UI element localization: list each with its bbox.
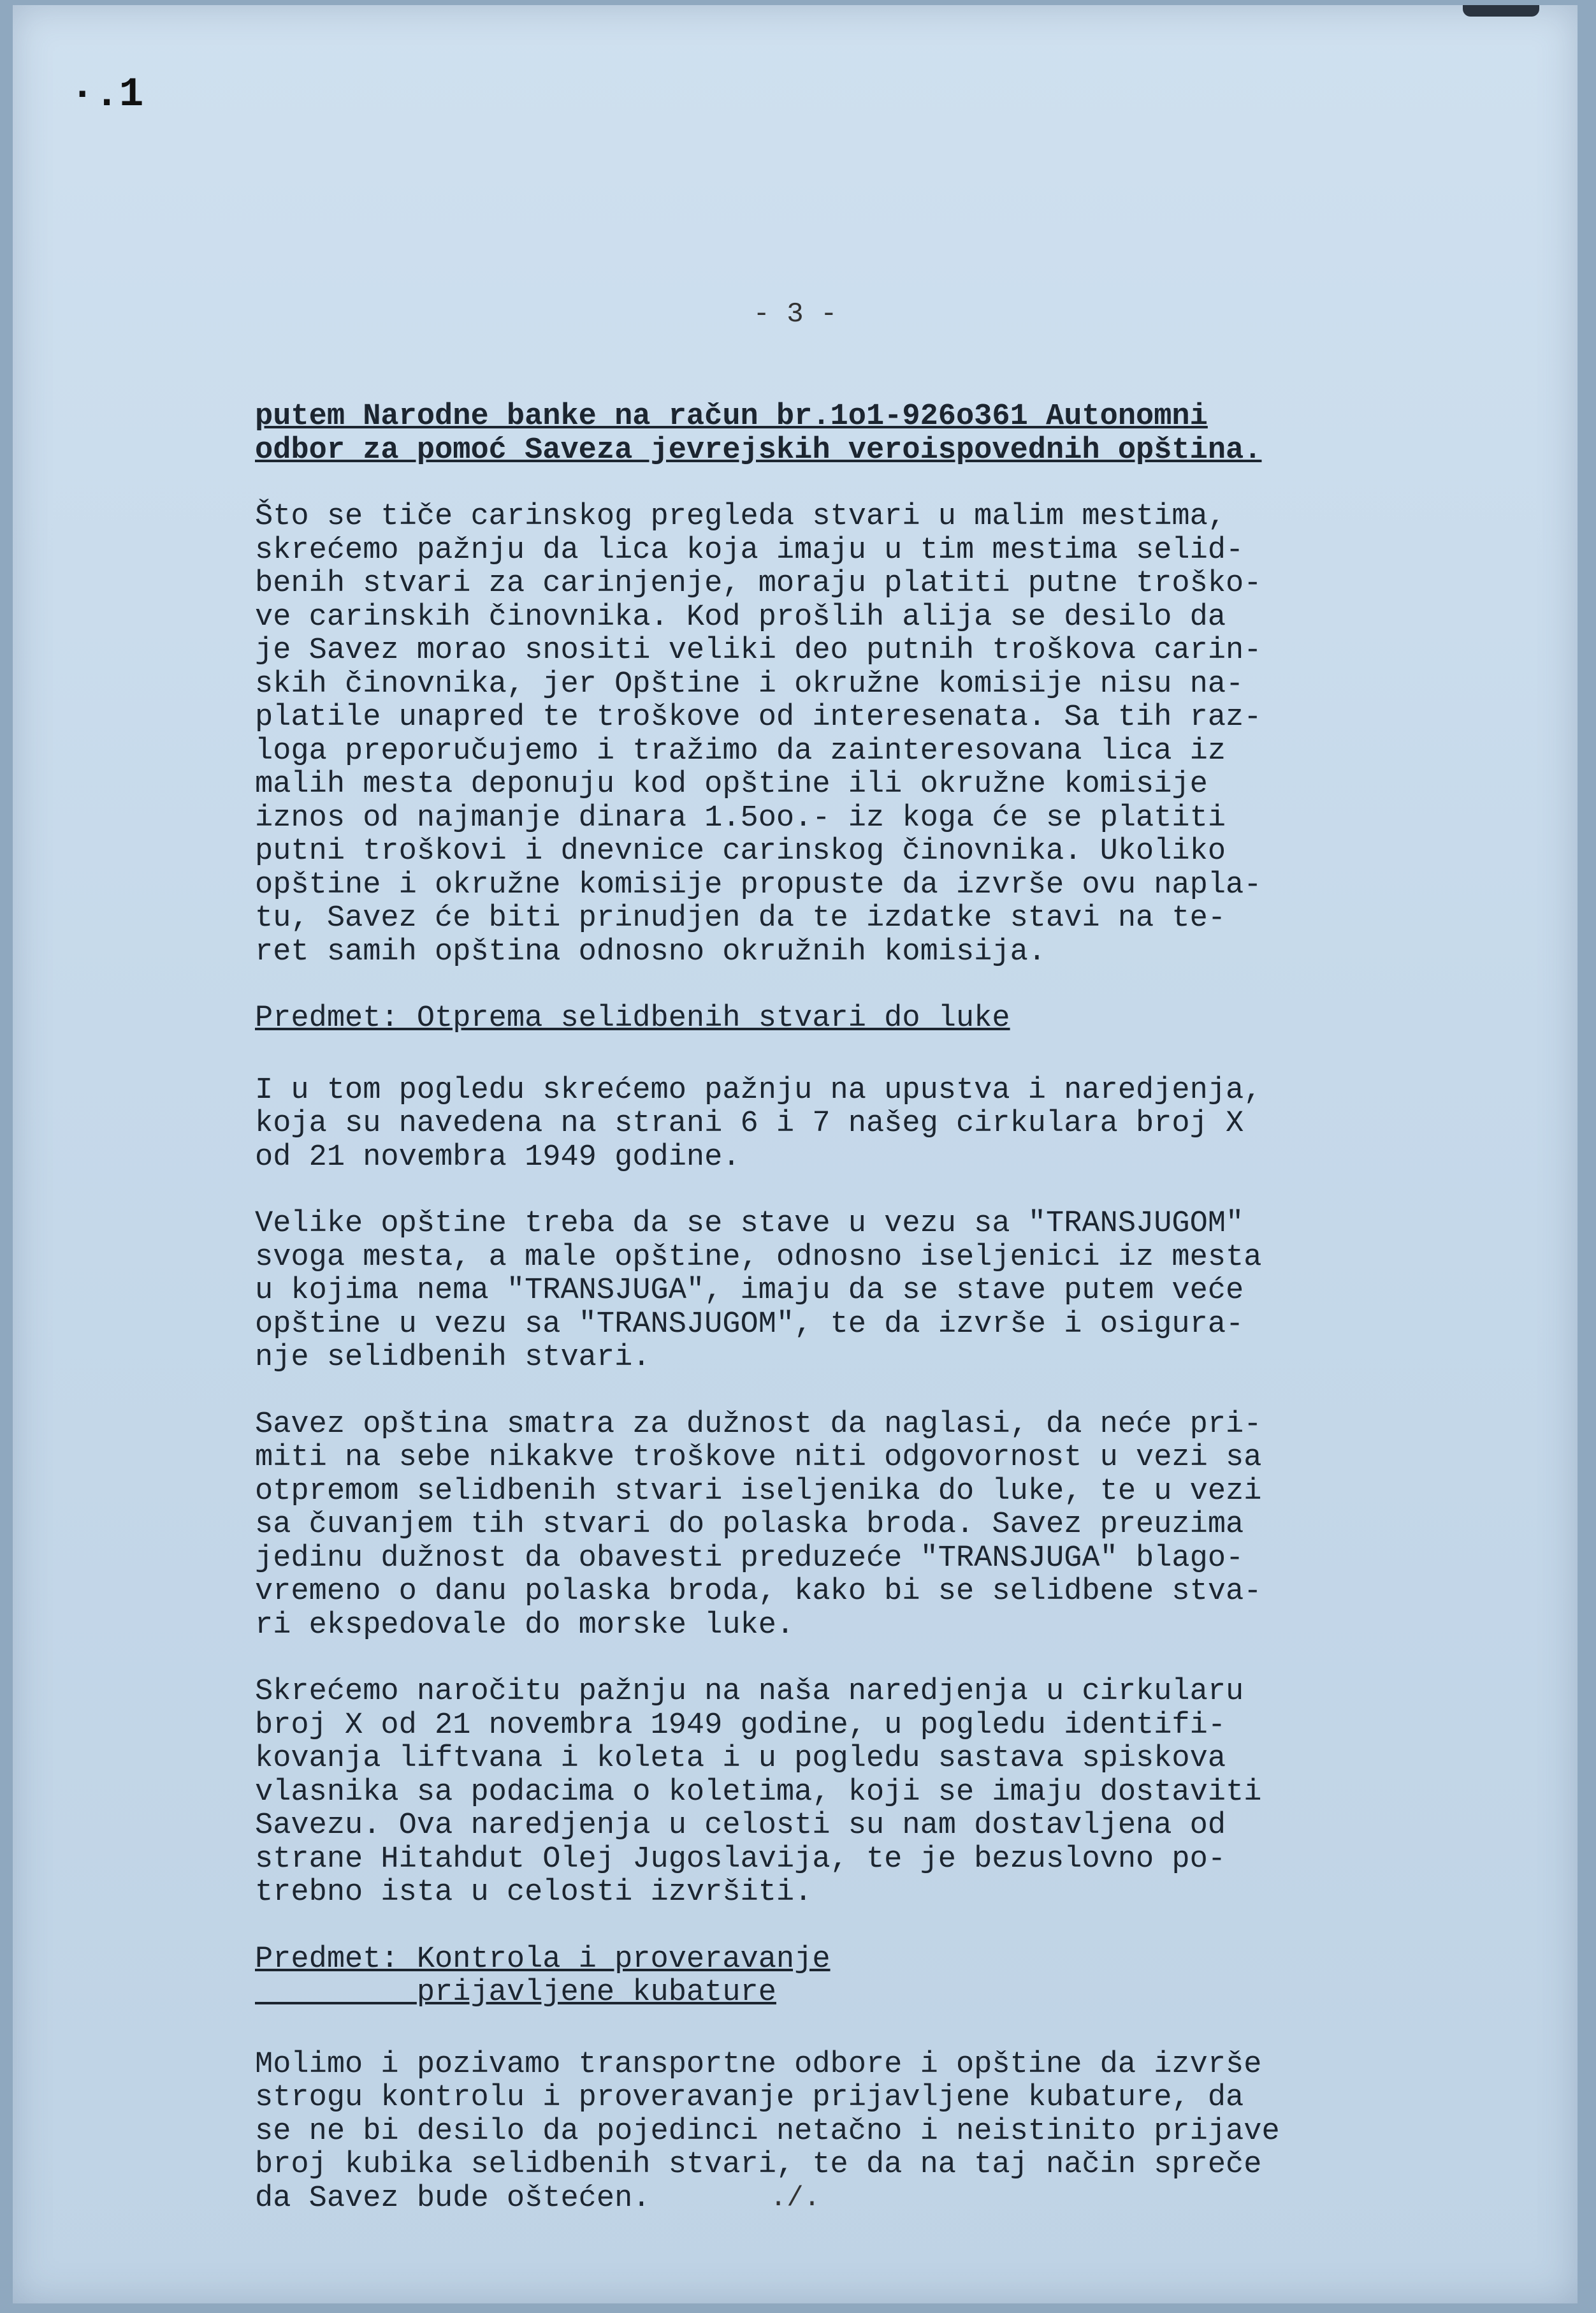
scan-edge-mark — [1463, 5, 1539, 17]
paragraph-volume-control: Molimo i pozivamo transportne odbore i opštine da izvrše strogu kontrolu i proveravanje prijavljene kubature, da se ne bi desilo da pojedinci netačno i neistinito prijave broj kubika selidbenih stvari, te da na taj način spreče da Savez bude oštećen. — [255, 2047, 1280, 2215]
corner-mark: ·.1 — [70, 72, 144, 118]
subject-heading-control: Predmet: Kontrola i proveravanje prijavljene kubature — [255, 1942, 831, 2010]
paragraph-transjug: Velike opštine treba da se stave u vezu sa "TRANSJUGOM" svoga mesta, a male opštine, odnosno iseljenici iz mesta u kojima nema "TRANSJUGA", imaju da se stave putem veće opštine u vezu sa "TRANSJUGOM", te da izvrše i osigura- nje selidbenih stvari. — [255, 1207, 1262, 1375]
document-page — [13, 5, 1578, 2303]
paragraph-customs: Što se tiče carinskog pregleda stvari u malim mestima, skrećemo pažnju da lica koja imaju u tim mestima selid- benih stvari za carinjenje, moraju platiti putne troško- ve carinskih činovnika. Kod prošlih alija se desilo da je Savez morao snositi veliki deo putnih troškova carin- skih činovnika, jer Opštine i okružne komisije nisu na- platile unapred te troškove od interesenata. Sa tih raz- loga preporučujemo i tražimo da zainteresovana lica iz malih mesta deponuju kod opštine ili okružne komisije iznos od najmanje dinara 1.5oo.- iz koga će se platiti putni troškovi i dnevnice carinskog činovnika. Ukoliko opštine i okružne komisije propuste da izvrše ovu napla- tu, Savez će biti prinudjen da te izdatke stavi na te- ret samih opština odnosno okružnih komisija. — [255, 500, 1262, 969]
paragraph-payment: putem Narodne banke na račun br.1o1-926o361 Autonomni odbor za pomoć Saveza jevrejskih veroispovednih opština. — [255, 400, 1262, 467]
continuation-mark: ./. — [769, 2182, 821, 2214]
paragraph-instructions: I u tom pogledu skrećemo pažnju na upustva i naredjenja, koja su navedena na strani 6 i 7 našeg cirkulara broj X od 21 novembra 1949 godine. — [255, 1073, 1262, 1174]
subject-heading-shipment: Predmet: Otprema selidbenih stvari do luke — [255, 1002, 1010, 1035]
letter-body — [255, 400, 1370, 2249]
paragraph-identification: Skrećemo naročitu pažnju na naša naredjenja u cirkularu broj X od 21 novembra 1949 godine, u pogledu identifi- kovanja liftvana i koleta i u pogledu sastava spiskova vlasnika sa podacima o koletima, koji se imaju dostaviti Savezu. Ova naredjenja u celosti su nam dostavljena od strane Hitahdut Olej Jugoslavija, te je bezuslovno po- trebno ista u celosti izvršiti. — [255, 1675, 1262, 1909]
paragraph-liability: Savez opština smatra za dužnost da naglasi, da neće pri- miti na sebe nikakve troškove niti odgovornost u vezi sa otpremom selidbenih stvari iseljenika do luke, te u vezi sa čuvanjem tih stvari do polaska broda. Savez preuzima jedinu dužnost da obavesti preduzeće "TRANSJUGA" blago- vremeno o danu polaska broda, kako bi se selidbene stva- ri ekspedovale do morske luke. — [255, 1407, 1262, 1642]
page-number: - 3 - — [753, 298, 838, 330]
